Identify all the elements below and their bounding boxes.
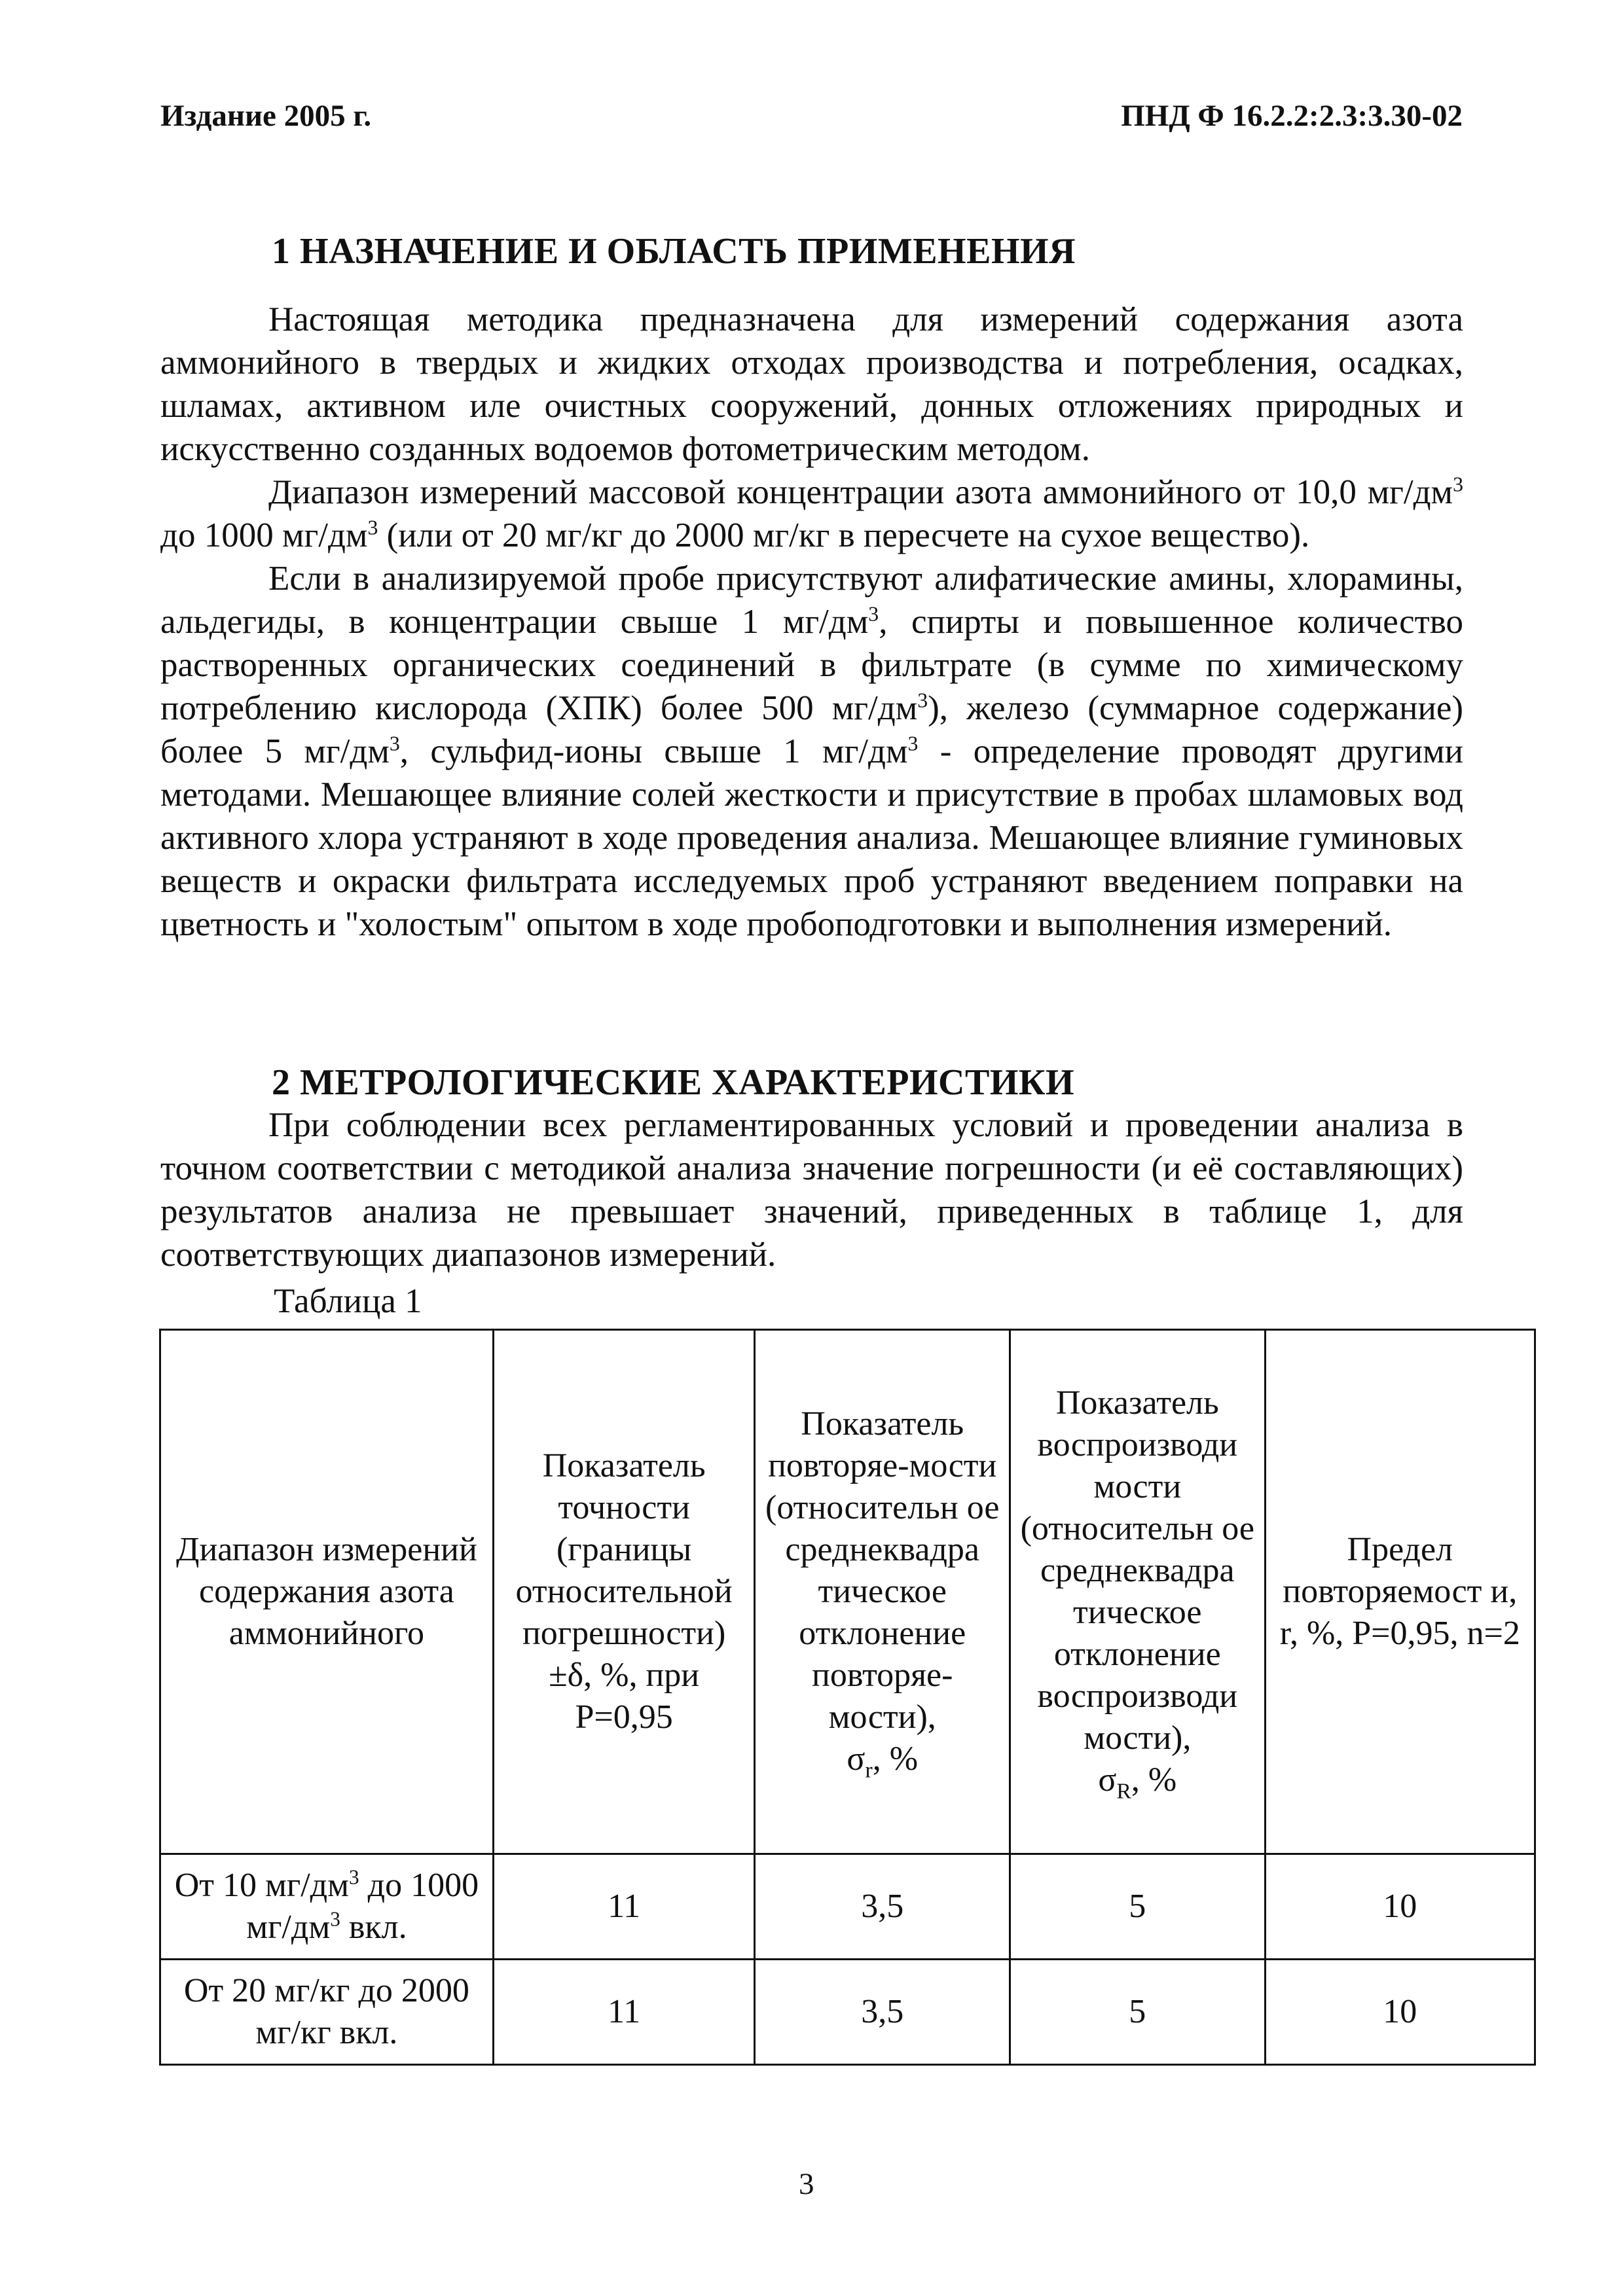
cell-repeatability: 3,5 <box>755 1854 1010 1960</box>
table-caption: Таблица 1 <box>274 1282 422 1320</box>
header-repeatability-limit: Предел повторяемост и, r, %, Р=0,95, n=2 <box>1265 1330 1535 1854</box>
cell-reproducibility: 5 <box>1010 1854 1265 1960</box>
document-code: ПНД Ф 16.2.2:2.3:3.30-02 <box>1121 99 1463 133</box>
section-1-paragraph-3: Если в анализируемой пробе присутствуют алифатические амины, хлорамины, альдегиды, в концентрации свыше 1 $мг/дм^3$, спирты и повышенное количество растворенных органических соединений в фильтрате (в сумме по химическому потреблению кислорода (ХПК) более 500 $мг/дм^3$), железо (суммарное содержание) более 5 $мг/дм^3$, сульфид-ионы свыше 1 $мг/дм^3$ - определение проводят другими методами. Мешающее влияние солей жесткости и присутствие в пробах шламовых вод активного хлора устраняют в ходе проведения анализа. Мешающее влияние гуминовых веществ и окраски фильтрата исследуемых проб устраняют введением поправки на цветность и "холостым" опытом в ходе пробоподготовки и выполнения измерений. <box>160 560 1463 943</box>
cell-accuracy: 11 <box>493 1960 755 2065</box>
section-2-body <box>160 1103 1463 1276</box>
cell-range: От 20 мг/кг до 2000 мг/кг вкл. <box>160 1960 494 2065</box>
cell-range: От 10 $мг/дм^3$ до 1000 $мг/дм^3$ вкл. <box>160 1854 494 1960</box>
header-accuracy: Показатель точности (границы относительной погрешности) ±δ, %, при Р=0,95 <box>493 1330 755 1854</box>
page-number: 3 <box>799 2167 814 2201</box>
cell-limit: 10 <box>1265 1960 1535 2065</box>
table-row <box>160 1960 1535 2065</box>
header-repeatability: Показатель повторяе-мости (относительн ое среднеквадра тическое отклонение повторяе-мости), $\sigma_r$, % <box>755 1330 1010 1854</box>
section-1-paragraph-1: Настоящая методика предназначена для измерений содержания азота аммонийного в твердых и жидких отходах производства и потребления, осадках, шламах, активном иле очистных сооружений, донных отложениях природных и искусственно созданных водоемов фотометрическим методом. <box>160 300 1463 468</box>
section-2-title: 2 МЕТРОЛОГИЧЕСКИЕ ХАРАКТЕРИСТИКИ <box>272 1062 1075 1103</box>
table-header-row <box>160 1330 1535 1854</box>
cell-repeatability: 3,5 <box>755 1960 1010 2065</box>
header-reproducibility: Показатель воспроизводи мости (относительн ое среднеквадра тическое отклонение воспроизводи мости), $\sigma_R$, % <box>1010 1330 1265 1854</box>
metrological-characteristics-table <box>159 1329 1536 2066</box>
edition-label: Издание 2005 г. <box>160 99 372 133</box>
section-1-body <box>160 298 1463 946</box>
section-1-paragraph-2: Диапазон измерений массовой концентрации азота аммонийного от 10,0 $мг/дм^3$ до 1000 $мг/дм^3$ (или от 20 мг/кг до 2000 мг/кг в пересчете на сухое вещество). <box>160 473 1463 554</box>
section-2-paragraph-1: При соблюдении всех регламентированных условий и проведении анализа в точном соответствии с методикой анализа значение погрешности (и её составляющих) результатов анализа не превышает значений, приведенных в таблице 1, для соответствующих диапазонов измерений. <box>160 1106 1463 1274</box>
cell-accuracy: 11 <box>493 1854 755 1960</box>
cell-limit: 10 <box>1265 1854 1535 1960</box>
table-row <box>160 1854 1535 1960</box>
header-measurement-range: Диапазон измерений содержания азота аммонийного <box>160 1330 494 1854</box>
section-1-title: 1 НАЗНАЧЕНИЕ И ОБЛАСТЬ ПРИМЕНЕНИЯ <box>272 231 1076 272</box>
cell-reproducibility: 5 <box>1010 1960 1265 2065</box>
